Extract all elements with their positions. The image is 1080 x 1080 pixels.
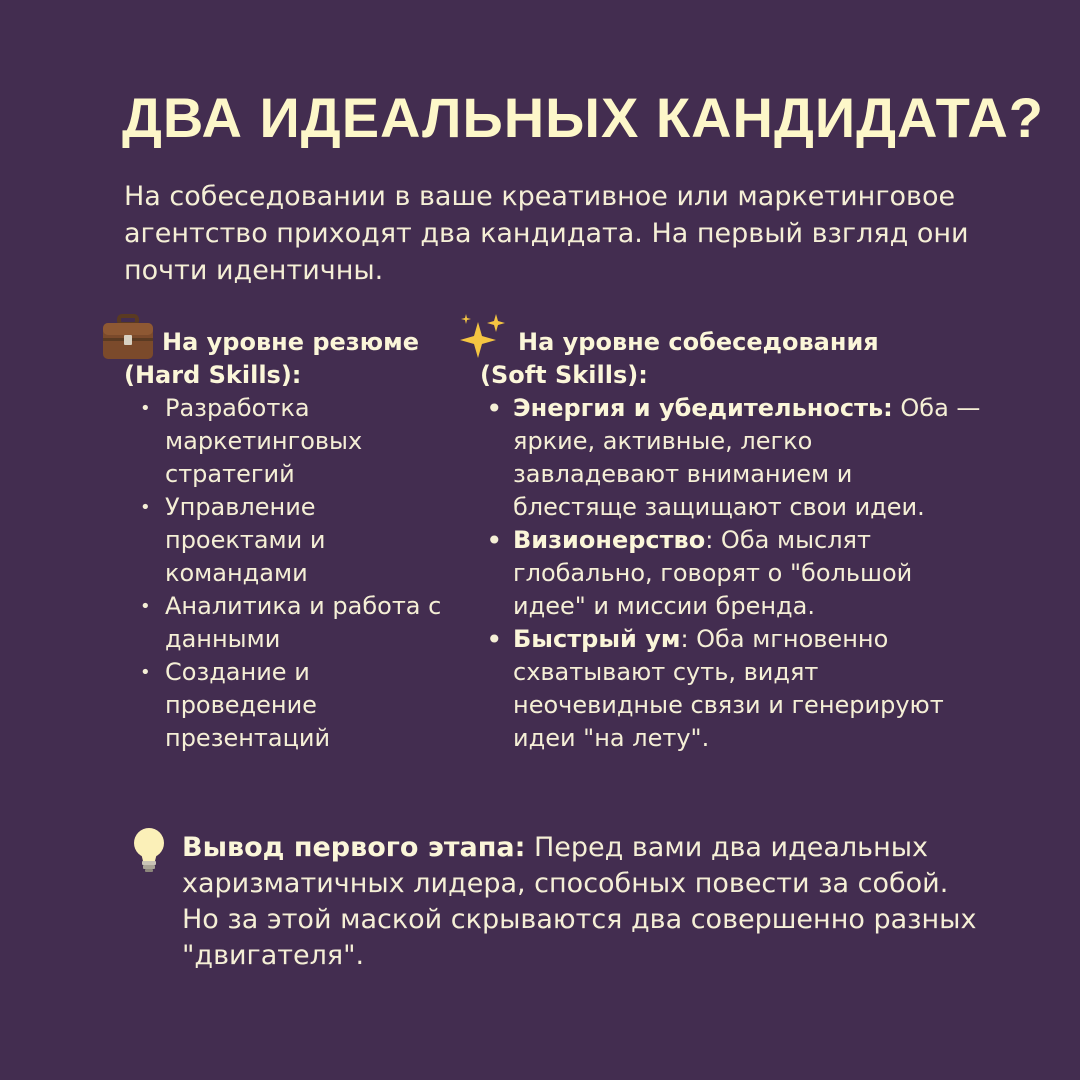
- conclusion-bold: Вывод первого этапа:: [182, 832, 526, 863]
- bullet-icon: •: [140, 596, 151, 617]
- list-item-text: Аналитика и работа с данными: [165, 592, 442, 653]
- soft-skills-heading-line2: (Soft Skills):: [480, 361, 648, 389]
- conclusion-body: Перед вами два идеальных харизматичных лидера, способных повести за собой. Но за этой маской скрываются два совершенно разных "двигателя".: [182, 832, 977, 971]
- lightbulb-icon: [128, 826, 170, 874]
- list-item-text: Создание и проведение презентаций: [165, 658, 331, 752]
- list-item-bold: Быстрый ум: [513, 625, 681, 653]
- list-item: [456, 623, 983, 755]
- list-item: [100, 491, 455, 590]
- soft-skills-column: [456, 318, 996, 755]
- sparkles-icon: [456, 312, 512, 362]
- soft-skills-list: [456, 392, 996, 755]
- bullet-icon: •: [486, 623, 503, 656]
- list-item-text: Управление проектами и командами: [165, 493, 326, 587]
- hard-skills-column: [100, 318, 456, 755]
- hard-skills-heading-line2: (Hard Skills):: [124, 361, 302, 389]
- soft-skills-heading: [456, 318, 996, 392]
- hard-skills-heading: [100, 318, 456, 392]
- list-item-text: Оба — яркие, активные, легко завладевают вниманием и блестяще защищают свои идеи.: [513, 394, 981, 521]
- bullet-icon: •: [140, 497, 151, 518]
- list-item-text: Разработка маркетинговых стратегий: [165, 394, 363, 488]
- list-item: [100, 656, 455, 755]
- list-item: [456, 524, 983, 623]
- soft-skills-heading-line1: На уровне собеседования: [518, 328, 879, 356]
- hard-skills-list: [100, 392, 456, 755]
- intro-paragraph: На собеседовании в ваше креативное или маркетинговое агентство приходят два кандидата. На первый взгляд они почти идентичны.: [124, 181, 969, 286]
- list-item-bold: Энергия и убедительность:: [513, 394, 893, 422]
- bullet-icon: •: [140, 398, 151, 419]
- hard-skills-heading-line1: На уровне резюме: [162, 328, 419, 356]
- page-title: ДВА ИДЕАЛЬНЫХ КАНДИДАТА?: [122, 86, 1044, 149]
- list-item: [100, 392, 455, 491]
- list-item-text: : Оба мгновенно схватывают суть, видят неочевидные связи и генерируют идеи "на лету".: [513, 625, 944, 752]
- bullet-icon: •: [140, 662, 151, 683]
- list-item: [456, 392, 983, 524]
- conclusion-text: [182, 830, 992, 974]
- bullet-icon: •: [486, 392, 503, 425]
- list-item: [100, 590, 455, 656]
- bullet-icon: •: [486, 524, 503, 557]
- briefcase-icon: [100, 312, 156, 362]
- list-item-text: : Оба мыслят глобально, говорят о "большой идее" и миссии бренда.: [513, 526, 913, 620]
- list-item-bold: Визионерство: [513, 526, 706, 554]
